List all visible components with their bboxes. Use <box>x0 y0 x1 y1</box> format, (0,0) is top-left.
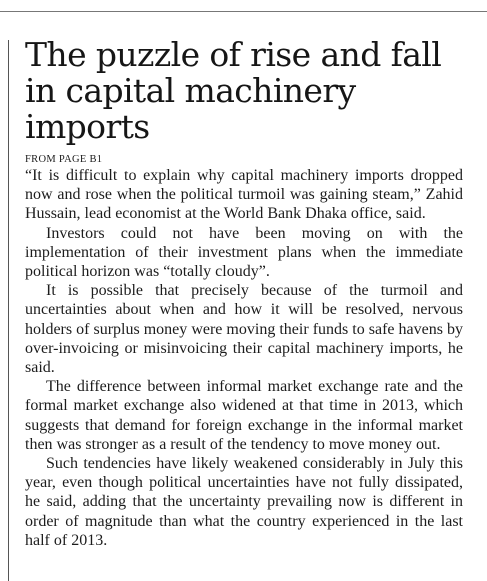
top-rule <box>0 11 487 12</box>
article <box>25 37 463 550</box>
paragraph: The difference between informal market exchange rate and the formal market exchange also widened at that time in 2013, which suggests that demand for foreign exchange in the informal market then was stronger as a result of the tendency to move money out. <box>25 378 463 453</box>
headline: The puzzle of rise and fall in capital machinery imports <box>25 35 442 146</box>
paragraph: Such tendencies have likely weakened considerably in July this year, even though political uncertainties have not fully dissipated, he said, adding that the uncertainty prevailing now is different in order of magnitude than what the country experienced in the last half of 2013. <box>25 455 463 549</box>
paragraph: Investors could not have been moving on with the implementation of their investment plans when the immediate political horizon was “totally cloudy”. <box>25 224 463 281</box>
paragraph: It is possible that precisely because of the turmoil and uncertainties about when and how it will be resolved, nervous holders of surplus money were moving their funds to safe havens by over-invoicing or misinvoicing their capital machinery imports, he said. <box>25 282 463 377</box>
jump-line: FROM PAGE B1 <box>25 154 103 165</box>
column-rule <box>8 40 9 581</box>
paragraph: “It is difficult to explain why capital machinery imports dropped now and rose when the political turmoil was gaining steam,” Zahid Hussain, lead economist at the World Bank Dhaka office, said. <box>25 167 463 223</box>
